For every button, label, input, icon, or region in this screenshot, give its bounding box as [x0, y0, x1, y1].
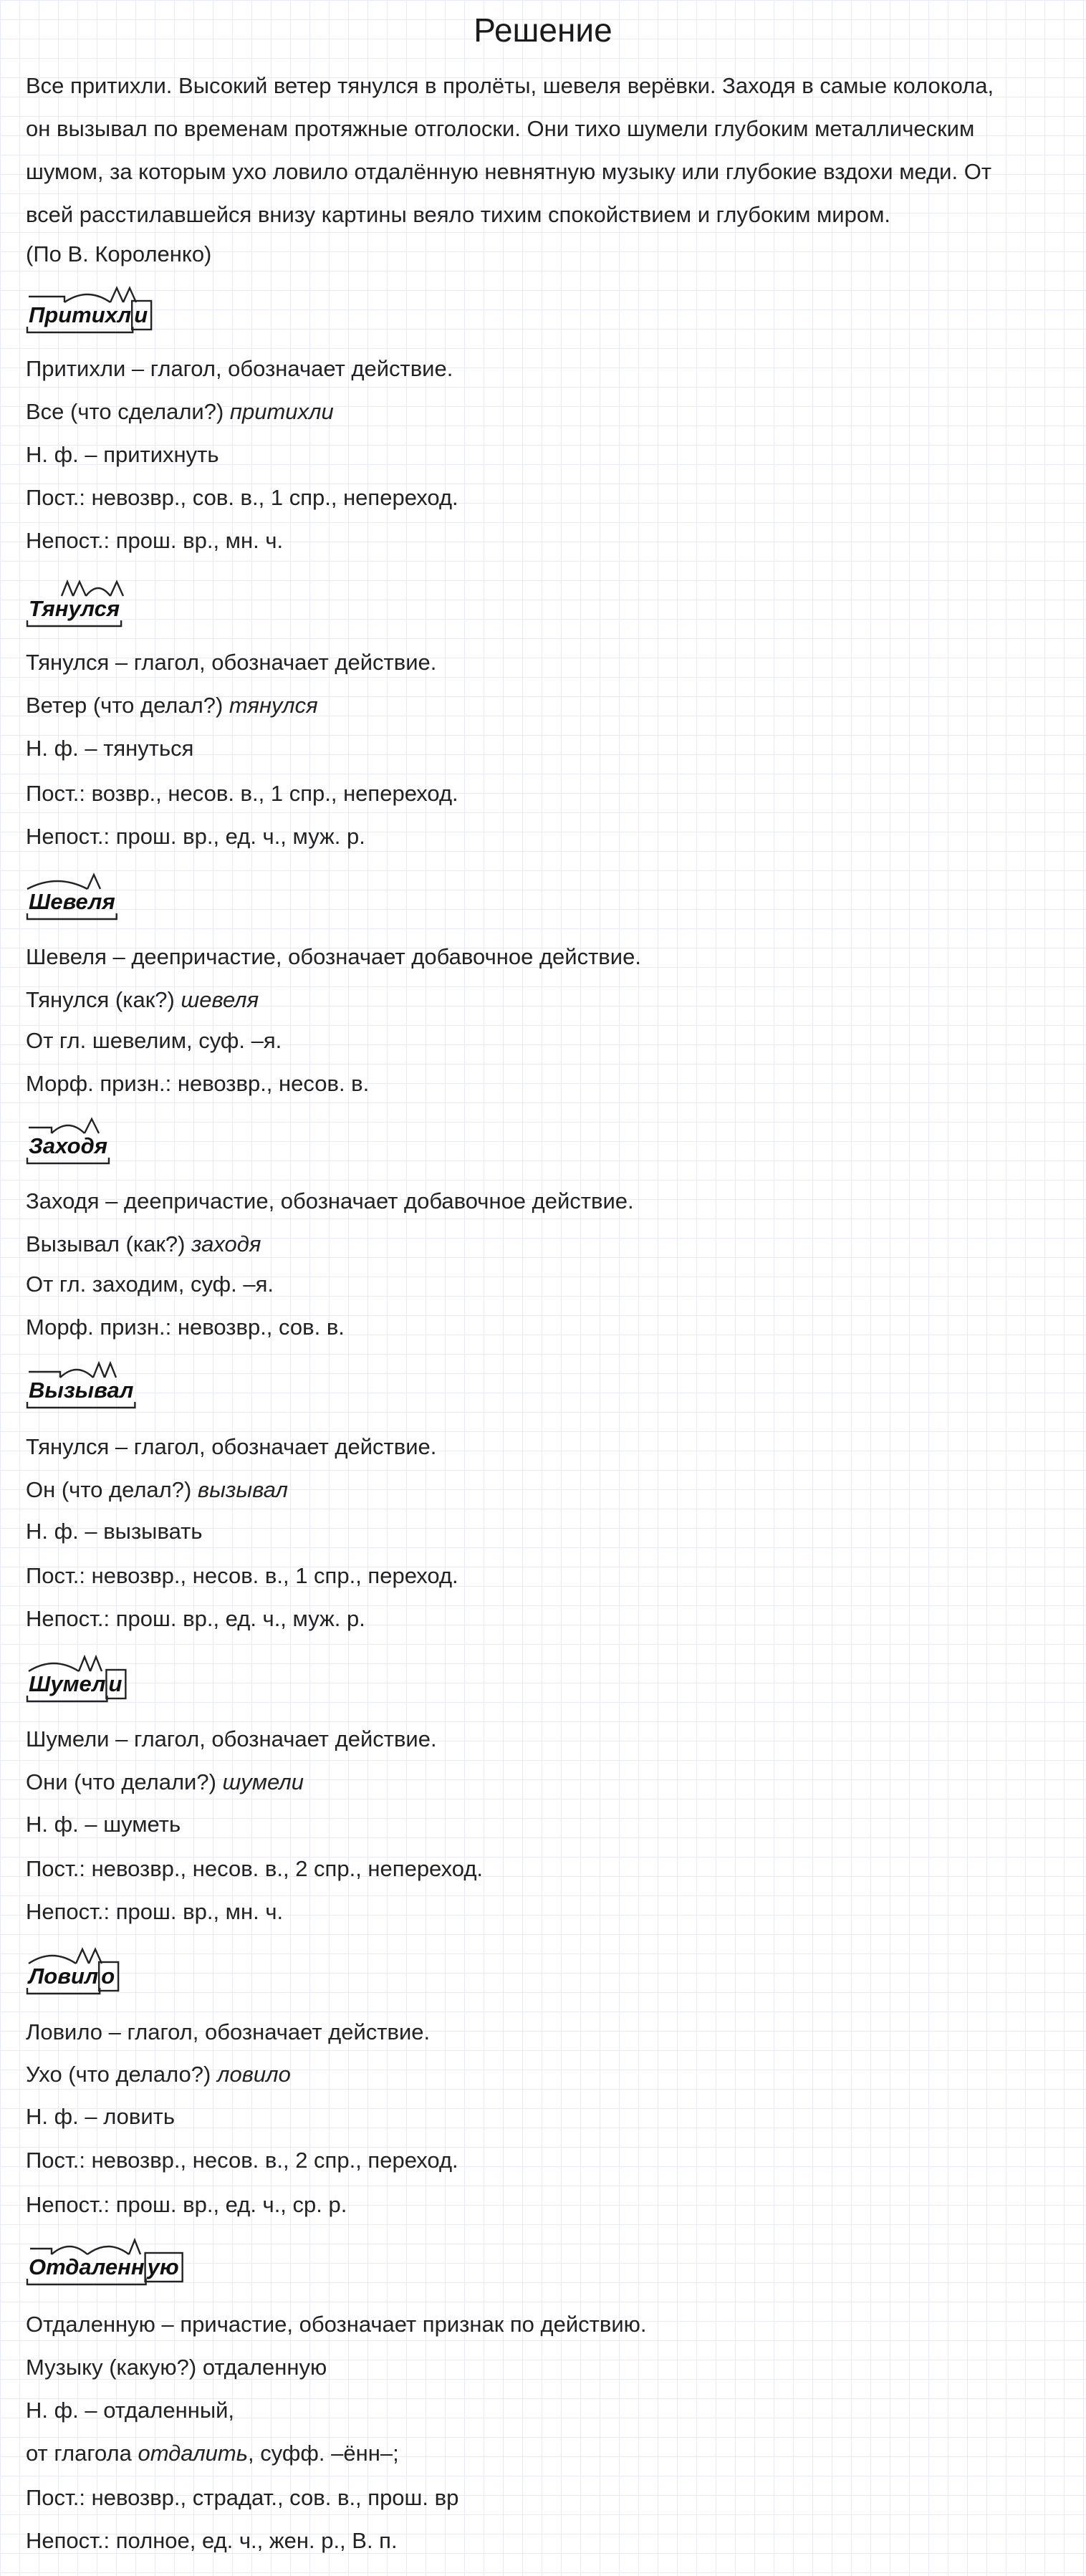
suffix-mark — [110, 582, 123, 596]
analysis-question: Ветер (что делал?) — [26, 693, 229, 718]
analysis-line: Непост.: прош. вр., ед. ч., муж. р. — [26, 1606, 365, 1631]
word-stem: Отдаленн — [29, 2254, 145, 2279]
word-stem: Тянулся — [29, 596, 120, 621]
suffix-mark — [90, 1657, 102, 1671]
analysis-answer: ловило — [216, 2062, 291, 2087]
analysis-line — [26, 1230, 261, 1259]
analysis-line: Непост.: полное, ед. ч., жен. р., В. п. — [26, 2528, 398, 2553]
analyzed-word — [29, 1132, 107, 1160]
analysis-line: Непост.: прош. вр., ед. ч., муж. р. — [26, 824, 365, 849]
analysis-tail: , суфф. –ённ–; — [248, 2441, 399, 2466]
analysis-line — [26, 1768, 304, 1797]
suffix-mark — [110, 288, 123, 302]
source-text-line: всей расстилавшейся внизу картины веяло тихим спокойствием и глубоким миром. — [26, 202, 891, 227]
analysis-line — [26, 2060, 291, 2089]
analysis-answer: притихли — [229, 399, 334, 424]
word-ending: и — [134, 302, 148, 327]
analysis-line: Тянулся – глагол, обозначает действие. — [26, 1434, 437, 1459]
analysis-line: Н. ф. – отдаленный, — [26, 2398, 235, 2423]
analysis-line: Непост.: прош. вр., мн. ч. — [26, 528, 284, 553]
word-ending: о — [101, 1964, 115, 1989]
analysis-line: Морф. призн.: невозвр., сов. в. — [26, 1315, 345, 1340]
analysis-question: от глагола — [26, 2441, 138, 2466]
analysis-question: Все (что сделали?) — [26, 399, 230, 424]
suffix-mark — [62, 582, 73, 596]
analyzed-word — [29, 1376, 133, 1405]
suffix-mark — [73, 582, 86, 596]
analyzed-word — [29, 888, 115, 916]
source-text-line: Все притихли. Высокий ветер тянулся в пролёты, шевеля верёвки. Заходя в самые колокола, — [26, 73, 994, 98]
word-stem: Притихл — [29, 302, 132, 327]
analysis-line: Н. ф. – вызывать — [26, 1519, 203, 1544]
analyzed-word — [29, 2253, 179, 2282]
word-heading — [26, 1942, 284, 1999]
analysis-line: От гл. заходим, суф. –я. — [26, 1272, 274, 1297]
analysis-line — [26, 2439, 399, 2468]
analysis-line: Непост.: прош. вр., мн. ч. — [26, 1899, 284, 1924]
analysis-line: Пост.: невозвр., несов. в., 1 спр., переход. — [26, 1563, 458, 1588]
analysis-line: Шумели – глагол, обозначает действие. — [26, 1726, 437, 1751]
analysis-line: Пост.: невозвр., несов. в., 2 спр., переход. — [26, 2148, 458, 2173]
word-ending: и — [108, 1671, 122, 1696]
analysis-line: Шевеля – деепричастие, обозначает добавочное действие. — [26, 944, 641, 969]
analysis-line: Пост.: невозвр., страдат., сов. в., прош. вр — [26, 2485, 459, 2510]
analysis-question: Они (что делали?) — [26, 1769, 223, 1794]
analysis-line: Отдаленную – причастие, обозначает признак по действию. — [26, 2312, 647, 2337]
suffix-mark — [105, 1363, 116, 1378]
analysis-line — [26, 986, 259, 1014]
analysis-line: Н. ф. – ловить — [26, 2104, 176, 2129]
analysis-line — [26, 691, 318, 720]
source-text-line: шумом, за которым ухо ловило отдалённую невнятную музыку или глубокие вздохи меди. От — [26, 159, 992, 184]
analysis-line: Непост.: прош. вр., ед. ч., ср. р. — [26, 2192, 347, 2217]
analysis-answer: вызывал — [197, 1477, 289, 1502]
analyzed-word — [29, 1670, 122, 1698]
suffix-mark — [76, 1949, 89, 1964]
source-text-line: он вызывал по временам протяжные отголоски. Они тихо шумели глубоким металлическим — [26, 116, 975, 141]
word-heading — [26, 1356, 284, 1413]
analysis-line: Н. ф. – шуметь — [26, 1812, 181, 1837]
suffix-mark — [87, 875, 100, 889]
word-heading — [26, 1650, 284, 1707]
word-stem: Шевеля — [29, 889, 115, 914]
analysis-answer: заходя — [191, 1231, 261, 1256]
source-text — [26, 64, 1065, 236]
analyzed-word — [29, 301, 148, 330]
analysis-line: Н. ф. – притихнуть — [26, 442, 219, 467]
analysis-answer: шумели — [222, 1769, 304, 1794]
analysis-line: От гл. шевелим, суф. –я. — [26, 1028, 282, 1053]
suffix-mark — [79, 1657, 90, 1671]
analysis-line: Тянулся – глагол, обозначает действие. — [26, 650, 437, 675]
analysis-answer: шевеля — [181, 987, 259, 1012]
analysis-line — [26, 1476, 288, 1504]
suffix-mark — [93, 1363, 105, 1378]
author-attribution: (По В. Короленко) — [26, 241, 212, 266]
analysis-line: Ловило – глагол, обозначает действие. — [26, 2019, 431, 2044]
analysis-answer: тянулся — [229, 693, 318, 718]
analysis-line: Пост.: невозвр., сов. в., 1 спр., непереход. — [26, 485, 458, 510]
word-stem: Шумел — [29, 1671, 106, 1696]
analyzed-word — [29, 595, 120, 623]
analysis-question: Он (что делал?) — [26, 1477, 198, 1502]
analysis-line: Притихли – глагол, обозначает действие. — [26, 356, 453, 381]
analysis-line: Музыку (какую?) отдаленную — [26, 2355, 327, 2380]
suffix-mark — [129, 2240, 140, 2254]
word-heading — [26, 2233, 284, 2290]
word-stem: Заходя — [29, 1133, 107, 1158]
word-heading — [26, 1112, 284, 1169]
analysis-question: Вызывал (как?) — [26, 1231, 192, 1256]
analysis-question: Тянулся (как?) — [26, 987, 181, 1012]
analysis-line: Пост.: невозвр., несов. в., 2 спр., непереход. — [26, 1856, 484, 1881]
analysis-line: Пост.: возвр., несов. в., 1 спр., непереход. — [26, 781, 458, 806]
analysis-question: Ухо (что делало?) — [26, 2062, 217, 2087]
analysis-answer: отдалить — [138, 2441, 249, 2466]
word-ending: ую — [147, 2254, 179, 2279]
analyzed-word — [29, 1962, 115, 1991]
word-heading — [26, 575, 284, 632]
analysis-line: Морф. призн.: невозвр., несов. в. — [26, 1071, 370, 1096]
word-stem: Вызывал — [29, 1378, 134, 1403]
word-heading — [26, 868, 284, 925]
page-title: Решение — [474, 11, 612, 49]
analysis-line — [26, 398, 334, 426]
word-heading — [26, 281, 284, 338]
word-stem: Ловил — [29, 1964, 99, 1989]
analysis-line: Н. ф. – тянуться — [26, 736, 194, 761]
suffix-mark — [85, 1119, 99, 1133]
analysis-line: Заходя – деепричастие, обозначает добавочное действие. — [26, 1188, 634, 1213]
